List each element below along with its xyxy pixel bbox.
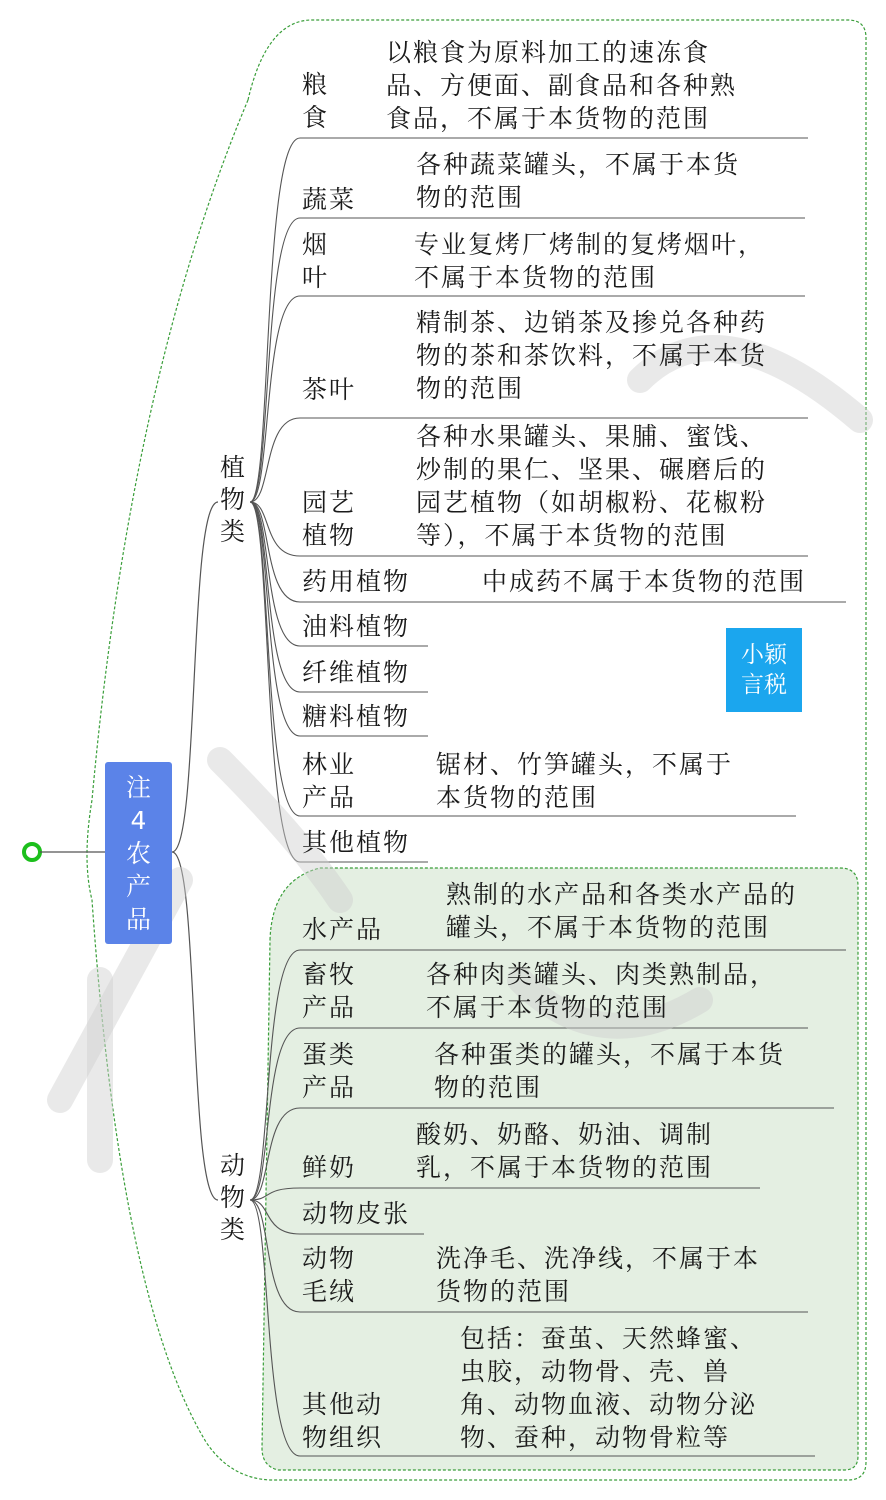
plant-item-note: 精制茶、边销茶及掺兑各种药 物的茶和茶饮料，不属于本货 物的范围 [416,308,768,403]
plant-item-name[interactable]: 药用植物 [302,567,411,596]
animal-item-note: 洗净毛、洗净线，不属于本 货物的范围 [436,1244,761,1306]
root-node[interactable] [105,762,172,944]
connector-plant [172,502,218,852]
branch-plant-3 [250,296,300,502]
branch-plant-8 [250,502,300,692]
animal-item-note: 各种蛋类的罐头，不属于本货 物的范围 [434,1040,786,1102]
plant-item-name[interactable]: 茶叶 [302,375,357,404]
plant-item-name[interactable]: 糖料植物 [302,702,411,731]
plant-item-name[interactable]: 粮 食 [302,70,330,132]
root-dot[interactable] [24,844,40,860]
animal-item-name[interactable]: 畜牧 产品 [302,960,357,1022]
plant-item-name[interactable]: 蔬菜 [302,185,357,214]
animal-item-note: 包括：蚕茧、天然蜂蜜、 虫胶，动物骨、壳、兽 角、动物血液、动物分泌 物、蚕种，动物骨粒等 [460,1324,758,1452]
root-label: 注 4 农 产 品 [125,772,151,934]
plant-item-note: 各种蔬菜罐头，不属于本货 物的范围 [416,150,741,212]
brand-badge [726,628,802,712]
animal-item-note: 熟制的水产品和各类水产品的 罐头，不属于本货物的范围 [446,880,798,942]
brand-label: 小颖 言税 [741,642,787,698]
plant-item-note: 以粮食为原料加工的速冻食 品、方便面、副食品和各种熟 食品，不属于本货物的范围 [386,38,738,133]
plant-item-name[interactable]: 烟 叶 [302,230,330,292]
category-plant[interactable]: 植 物 类 [220,453,248,546]
category-animal[interactable]: 动 物 类 [220,1151,248,1244]
plant-item-note: 各种水果罐头、果脯、蜜饯、 炒制的果仁、坚果、碾磨后的 园艺植物（如胡椒粉、花椒粉 等），不属于本货物的范围 [416,422,768,550]
animal-item-name[interactable]: 蛋类 产品 [302,1040,357,1102]
animal-item-name[interactable]: 水产品 [302,915,384,944]
plant-item-name[interactable]: 林业 产品 [302,750,357,812]
animal-item-note: 酸奶、奶酪、奶油、调制 乳，不属于本货物的范围 [416,1120,714,1182]
plant-item-name[interactable]: 园艺 植物 [302,488,357,550]
branch-plant-2 [250,218,300,502]
animal-item-name[interactable]: 鲜奶 [302,1153,357,1182]
animal-item-name[interactable]: 动物皮张 [302,1199,411,1228]
plant-item-name[interactable]: 油料植物 [302,612,411,641]
animal-item-note: 各种肉类罐头、肉类熟制品， 不属于本货物的范围 [426,960,778,1022]
plant-item-note: 中成药不属于本货物的范围 [482,567,807,596]
plant-item-note: 专业复烤厂烤制的复烤烟叶， 不属于本货物的范围 [414,230,766,292]
plant-item-name[interactable]: 纤维植物 [302,658,411,687]
plant-item-name[interactable]: 其他植物 [302,828,411,857]
animal-item-name[interactable]: 动物 毛绒 [302,1244,357,1306]
branch-plant-1 [250,138,300,502]
plant-item-note: 锯材、竹笋罐头，不属于 本货物的范围 [436,750,734,812]
animal-item-name[interactable]: 其他动 物组织 [302,1390,384,1452]
branch-plant-9 [250,502,300,736]
